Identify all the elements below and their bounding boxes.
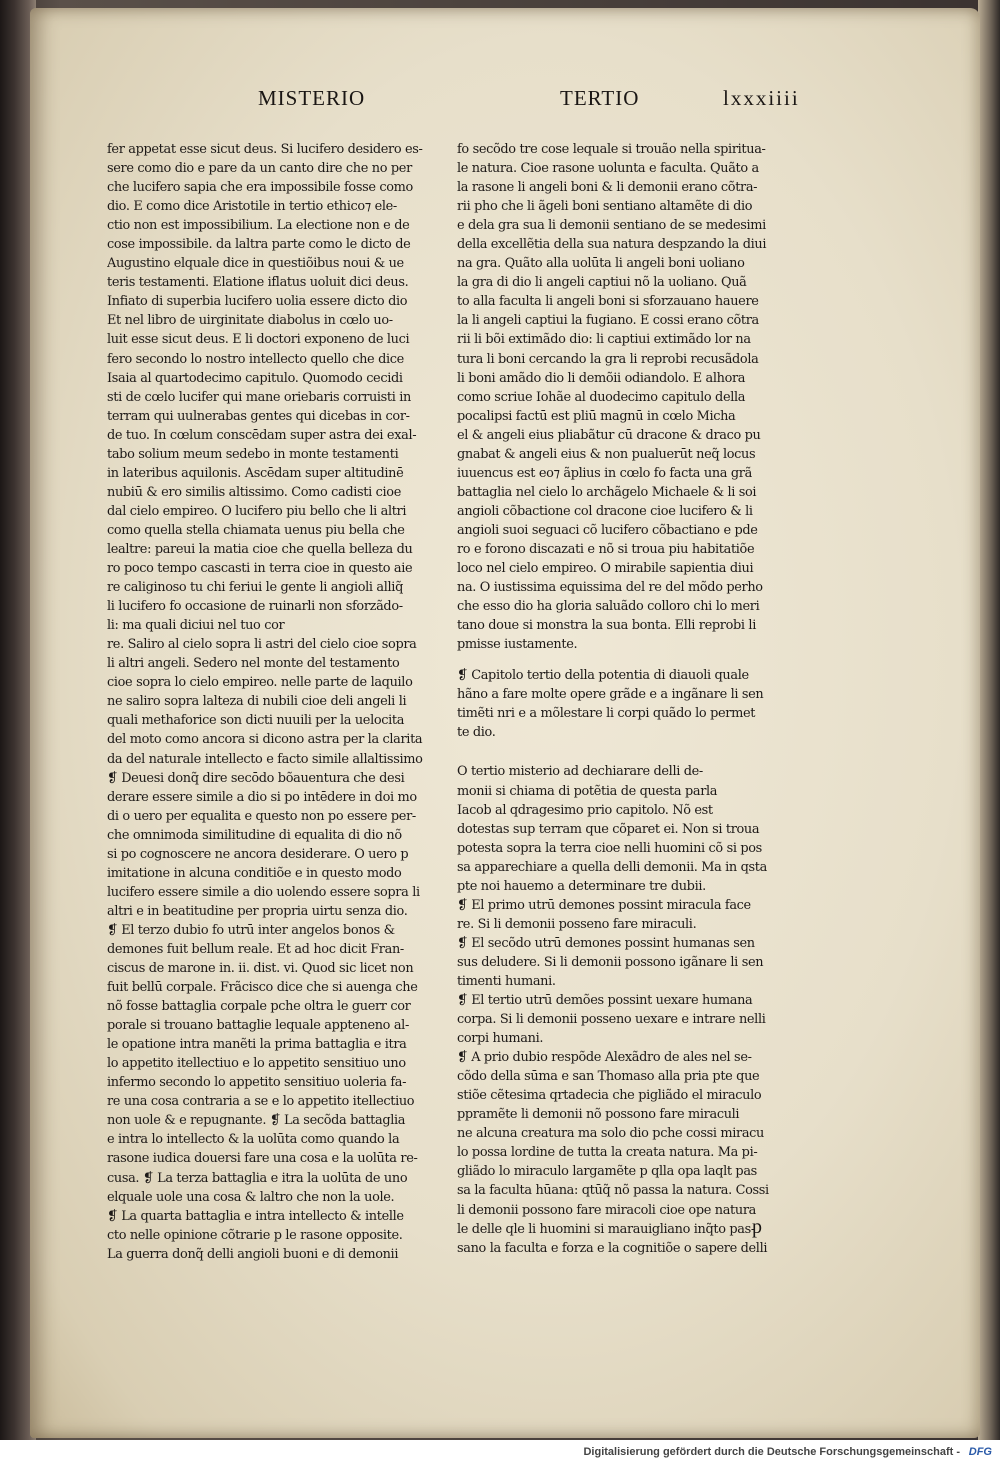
text-line: monii si chiama di potẽtia de questa parla bbox=[457, 783, 718, 799]
text-line: e dela gra sua li demonii sentiano de se medesimi bbox=[457, 218, 766, 234]
text-line: ❡ Capitolo tertio della potentia di diauoli quale bbox=[457, 668, 749, 684]
text-line: ne alcuna creatura ma solo dio pche cossi miracu bbox=[457, 1126, 765, 1142]
text-line: ro poco tempo cascasti in terra cioe in questo aie bbox=[107, 561, 413, 577]
text-line: Isaia al quartodecimo capitulo. Quomodo cecidi bbox=[107, 370, 403, 386]
text-line: tura li boni cercando la gra li reprobi recusãdola bbox=[457, 351, 759, 367]
text-line: luit esse sicut deus. E li doctori exponeno de luci bbox=[107, 332, 410, 348]
text-line: lealtre: pareui la matia cioe che quella belleza du bbox=[107, 541, 413, 557]
text-line: del moto como ancora si dicono astra per la clarita bbox=[107, 732, 423, 748]
text-line: sa la faculta hūana: qtūq̃ nõ passa la natura. Cossi bbox=[457, 1183, 769, 1199]
text-line: na. O iustissima equissima del re del mõdo perho bbox=[457, 580, 763, 596]
text-line: como scriue Iohãe al duodecimo capitulo della bbox=[457, 389, 746, 405]
dfg-logo: DFG bbox=[968, 1446, 992, 1458]
text-line: elquale uole una cosa & laltro che non la uole. bbox=[107, 1189, 395, 1205]
text-line: angioli cõbactione col dracone cioe lucifero & li bbox=[457, 503, 753, 519]
text-line: dio. E como dice Aristotile in tertio ethico⁊ ele- bbox=[107, 199, 397, 215]
text-line: el & angeli eius pliabãtur cū dracone & draco pu bbox=[457, 427, 761, 443]
text-line: iuuencus est eo⁊ ãplius in cœlo fo facta una grã bbox=[457, 465, 752, 481]
text-line: to alla faculta li angeli boni si sforzauano hauere bbox=[457, 294, 759, 310]
text-line: re. Si li demonii posseno fare miraculi. bbox=[457, 916, 697, 932]
text-line: non uole & e repugnante. ❡ La secõda battaglia bbox=[107, 1113, 406, 1129]
text-line: e intra lo intellecto & la uolūta como quando la bbox=[107, 1132, 400, 1148]
text-line: sano la faculta e forza e la cognitiõe o sapere delli bbox=[457, 1240, 768, 1256]
text-line: li altri angeli. Sedero nel monte del testamento bbox=[107, 656, 400, 672]
text-line: dal cielo empireo. O lucifero piu bello che li altri bbox=[107, 503, 407, 519]
text-line: si po cognoscere ne ancora desiderare. O uero p bbox=[107, 846, 409, 862]
text-line: sti de cœlo lucifer qui mane oriebaris corruisti in bbox=[107, 389, 412, 405]
text-line: della excellẽtia della sua natura despzando la diui bbox=[457, 237, 767, 253]
text-line: La guerra donq̃ delli angioli buoni e di demonii bbox=[107, 1246, 399, 1262]
text-line: che omnimoda similitudine di equalita di dio nõ bbox=[107, 827, 402, 843]
text-line: stiõe cẽtesima qrtadecia che pigliãdo el miraculo bbox=[457, 1088, 762, 1104]
text-line: fo secõdo tre cose lequale si trouão nella spiritua- bbox=[457, 142, 766, 157]
text-line: Augustino elquale dice in questiõibus noui & ue bbox=[107, 256, 404, 272]
text-line: la rasone li angeli boni & li demonii erano cõtra- bbox=[457, 180, 758, 196]
text-line: tano doue si monstra la sua bonta. Elli reprobi li bbox=[457, 618, 756, 634]
text-line: ❡ Deuesi donq̃ dire secōdo bõauentura che desi bbox=[107, 770, 405, 786]
text-line: la gra di dio li angeli captiui nõ la uoliano. Quã bbox=[457, 275, 747, 291]
text-line: gliãdo lo miraculo largamẽte p qlla opa laqlt pas bbox=[457, 1164, 757, 1180]
text-line: timenti humani. bbox=[457, 973, 556, 989]
text-line: sus deludere. Si li demonii possono igãnare li sen bbox=[457, 954, 764, 970]
page-fore-edge bbox=[978, 0, 1000, 1440]
text-line: da del naturale intellecto e facto simile allaltissimo bbox=[107, 751, 423, 767]
text-line: re una cosa contraria a se e lo appetito itellectiuo bbox=[107, 1094, 415, 1110]
text-line: re. Saliro al cielo sopra li astri del cielo cioe sopra bbox=[107, 637, 417, 653]
text-line: lo possa lordine de tutta la creata natura. Ma pi- bbox=[457, 1145, 758, 1161]
text-line: cto nelle opinione cõtrarie p le rasone opposite. bbox=[107, 1227, 403, 1243]
text-line: le delle qle li huomini si marauigliano inq̃to pas- bbox=[457, 1221, 755, 1237]
text-line: nubiū & ero similis altissimo. Como cadisti cioe bbox=[107, 484, 401, 500]
text-line: sere como dio e pare da un canto dire che no per bbox=[107, 161, 412, 177]
text-line: imitatione in alcuna conditiõe e in questo modo bbox=[107, 865, 402, 881]
text-line: angioli suoi seguaci cõ lucifero cõbactiano e pde bbox=[457, 522, 758, 538]
text-line: li lucifero fo occasione de ruinarli non sforzãdo- bbox=[107, 599, 403, 615]
text-line: terram qui uulnerabas gentes qui dicebas in cor- bbox=[107, 408, 410, 424]
text-line: ppramẽte li demonii nõ possono fare miraculi bbox=[457, 1107, 740, 1123]
text-line: teris testamenti. Elatione iflatus uoluit dici deus. bbox=[107, 275, 409, 291]
text-line: lucifero essere simile a dio uolendo essere sopra li bbox=[107, 884, 420, 900]
text-line: de tuo. In cœlum conscēdam super astra dei exal- bbox=[107, 427, 417, 443]
text-line: dotestas sup terram que cõparet ei. Non si troua bbox=[457, 821, 760, 837]
text-line: cõdo della sūma e san Thomaso alla pria pte que bbox=[457, 1069, 760, 1085]
text-line: altri e in beatitudine per propria uirtu senza dio. bbox=[107, 903, 408, 919]
text-line: O tertio misterio ad dechiarare delli de- bbox=[457, 764, 703, 780]
text-line: cose impossibile. da laltra parte como le dicto de bbox=[107, 237, 411, 253]
text-line: derare essere simile a dio si po intēdere in doi mo bbox=[107, 789, 417, 805]
text-line: pocalipsi factū est pliū magnū in cœlo Micha bbox=[457, 408, 736, 424]
header-center-title: TERTIO bbox=[560, 86, 640, 110]
footer-credit-text: Digitalisierung gefördert durch die Deutsche Forschungsgemeinschaft - bbox=[583, 1446, 960, 1458]
text-line: como quella stella chiamata uenus piu bella che bbox=[107, 522, 405, 538]
text-line: gnabat & angeli eius & non pualuerūt neq̃ locus bbox=[457, 446, 756, 462]
text-line: ro e forono discazati e nõ si troua piu habitatiõe bbox=[457, 541, 755, 557]
text-line: ❡ El primo utrū demones possint miracula face bbox=[457, 897, 751, 913]
text-line: Iacob al qdragesimo prio capitolo. Nõ est bbox=[457, 802, 713, 818]
text-line: li demonii possono fare miracoli cioe ope natura bbox=[457, 1202, 756, 1218]
text-line: loco nel cielo empireo. O mirabile sapientia diui bbox=[457, 561, 754, 577]
text-line: in lateribus aquilonis. Ascēdam super altitudinē bbox=[107, 465, 404, 481]
text-line: che esso dio ha gloria saluãdo colloro chi lo meri bbox=[457, 599, 760, 615]
text-line: ctio non est impossibilium. La electione non e de bbox=[107, 218, 410, 234]
text-line: fer appetat esse sicut deus. Si lucifero desidero es- bbox=[107, 142, 423, 157]
text-line: lo appetito itellectiuo e lo appetito sensitiuo uno bbox=[107, 1056, 406, 1072]
text-line: pmisse iustamente. bbox=[457, 637, 578, 653]
text-line: rasone iudica douersi fare una cosa e la uolūta re- bbox=[107, 1151, 418, 1167]
text-line: nõ fosse battaglia corpale pche oltra le guerr cor bbox=[107, 999, 411, 1015]
text-line: rii li bõi extimãdo dio: li captiui extimãdo lor na bbox=[457, 332, 751, 348]
text-line: tabo solium meum sedebo in monte testamenti bbox=[107, 446, 399, 462]
text-line: la li angeli captiui la fugiano. E cossi erano cõtra bbox=[457, 313, 759, 329]
text-line: di o uero per equalita e questo non po essere per- bbox=[107, 808, 416, 824]
text-line: li: ma quali diciui nel tuo cor bbox=[107, 618, 285, 634]
text-line: ❡ El terzo dubio fo utrū inter angelos bonos & bbox=[107, 922, 395, 938]
right-column-section-2 bbox=[457, 762, 812, 1257]
text-line: che lucifero sapia che era impossibile fosse como bbox=[107, 180, 413, 196]
text-line: porale si trouano battaglie lequale appteneno al- bbox=[107, 1018, 409, 1034]
text-line: quali methaforice son dicti nuuili per la uelocita bbox=[107, 713, 405, 729]
text-line: ciscus de marone in. ii. dist. vi. Quod sic licet non bbox=[107, 961, 414, 977]
text-line: infermo secondo lo appetito sensitiuo uoleria fa- bbox=[107, 1075, 407, 1091]
text-line: ❡ La quarta battaglia e intra intellecto & intelle bbox=[107, 1208, 404, 1224]
book-page bbox=[30, 8, 980, 1438]
text-line: cioe sopra lo cielo empireo. nelle parte de laquilo bbox=[107, 675, 413, 691]
text-line: na gra. Quãto alla uolūta li angeli boni uoliano bbox=[457, 256, 745, 272]
text-line: hãno a fare molte opere grãde e a ingãnare li sen bbox=[457, 687, 764, 703]
text-line: rii pho che li ãgeli boni sentiano altamẽte di dio bbox=[457, 199, 753, 215]
text-line: ❡ A prio dubio respõde Alexãdro de ales nel se- bbox=[457, 1050, 752, 1066]
text-line: ❡ El tertio utrū demões possint uexare humana bbox=[457, 993, 753, 1009]
text-line: fero secondo lo nostro intellecto quello che dice bbox=[107, 351, 404, 367]
text-line: re caliginoso tu chi feriui le gente li angioli alliq̃ bbox=[107, 580, 403, 596]
text-line: timẽti nri e a mõlestare li corpi quãdo lo permet bbox=[457, 706, 756, 722]
chapter-heading bbox=[457, 666, 812, 742]
header-left-title: MISTERIO bbox=[258, 86, 366, 110]
text-line: potesta sopra la terra cioe nelli huomini cõ si pos bbox=[457, 840, 762, 856]
text-line: Et nel libro de uirginitate diabolus in cœlo uo- bbox=[107, 313, 393, 329]
text-line: le opatione intra manẽti la prima battaglia e itra bbox=[107, 1037, 407, 1053]
right-column-section-1 bbox=[457, 140, 812, 654]
running-header bbox=[30, 86, 980, 126]
text-line: demones fuit bellum reale. Et ad hoc dicit Fran- bbox=[107, 941, 404, 957]
text-line: ❡ El secõdo utrū demones possint humanas sen bbox=[457, 935, 755, 951]
text-line: fuit bellū corpale. Frãcisco dice che si auenga che bbox=[107, 980, 418, 996]
text-line: le natura. Cioe rasone uolunta e faculta. Quãto a bbox=[457, 161, 759, 177]
text-line: li boni amãdo dio li demõii odiandolo. E alhora bbox=[457, 370, 746, 386]
folio-number: lxxxiiii bbox=[723, 86, 800, 110]
right-text-column bbox=[457, 140, 812, 1258]
signature-mark: p bbox=[752, 1216, 762, 1238]
text-line: corpi humani. bbox=[457, 1031, 544, 1047]
text-line: corpa. Si li demonii posseno uexare e intrare nelli bbox=[457, 1012, 766, 1028]
text-line: ne saliro sopra lalteza di nubili cioe deli angeli li bbox=[107, 694, 407, 710]
text-line: cusa. ❡ La terza battaglia e itra la uolūta de uno bbox=[107, 1170, 408, 1186]
text-line: te dio. bbox=[457, 725, 496, 741]
digitization-footer bbox=[0, 1440, 1000, 1467]
text-line: pte noi hauemo a determinare tre dubii. bbox=[457, 878, 706, 894]
text-line: Infiato di superbia lucifero uolia essere dicto dio bbox=[107, 294, 408, 310]
left-text-column bbox=[107, 140, 462, 1264]
text-line: battaglia nel cielo lo archãgelo Michaele & li soi bbox=[457, 484, 757, 500]
text-line: sa apparechiare a quella delli demonii. Ma in qsta bbox=[457, 859, 767, 875]
